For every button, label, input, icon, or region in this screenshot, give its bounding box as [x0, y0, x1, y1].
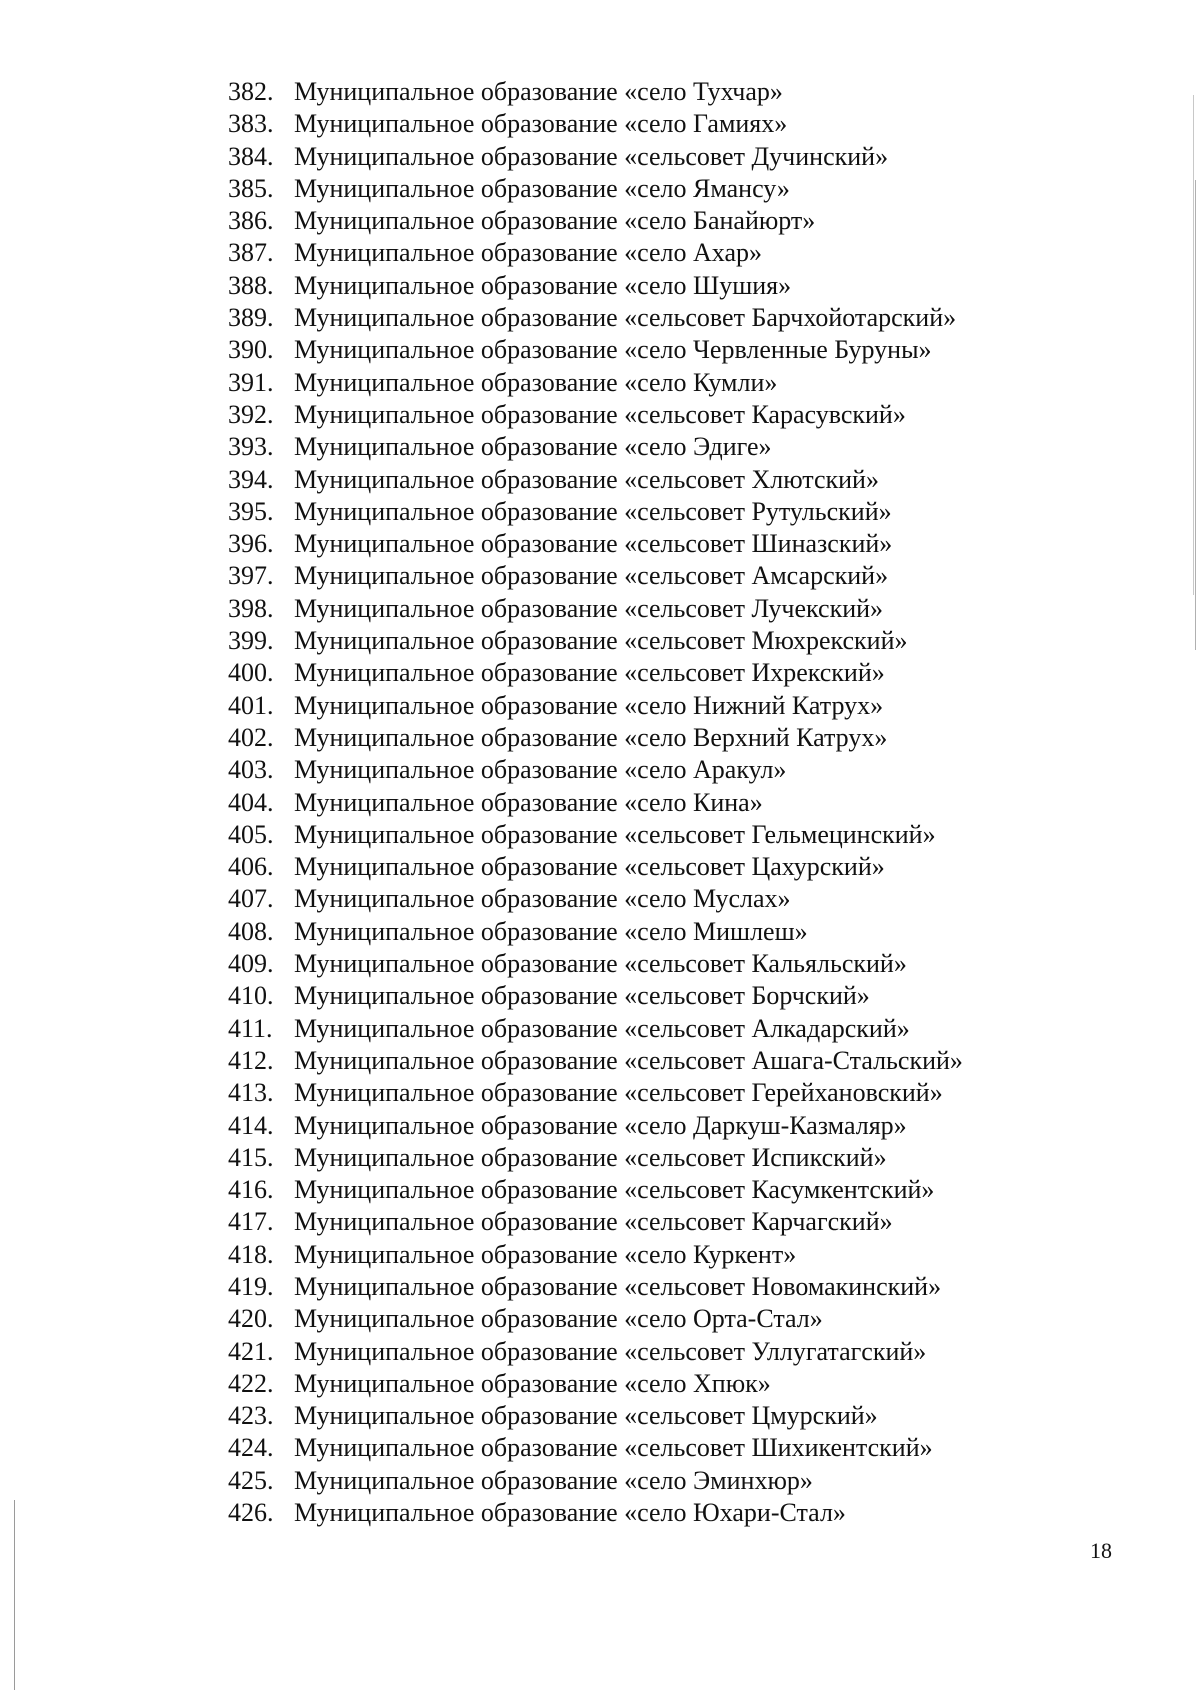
item-number: 426. [228, 1498, 274, 1528]
item-number: 410. [228, 981, 274, 1011]
item-number: 424. [228, 1433, 274, 1463]
item-number: 409. [228, 949, 274, 979]
list-item [228, 528, 1088, 560]
list-item [228, 1465, 1088, 1497]
list-item [228, 1497, 1088, 1529]
municipality-list [228, 76, 1088, 1529]
item-text: Муниципальное образование «сельсовет Касумкентский» [294, 1175, 935, 1205]
item-text: Муниципальное образование «село Мишлеш» [294, 916, 808, 946]
item-number: 414. [228, 1110, 274, 1140]
item-number: 393. [228, 432, 274, 462]
list-item [228, 1174, 1088, 1206]
item-text: Муниципальное образование «село Ямансу» [294, 173, 790, 203]
list-item [228, 334, 1088, 366]
item-number: 406. [228, 852, 274, 882]
list-item [228, 1239, 1088, 1271]
item-number: 418. [228, 1239, 274, 1269]
item-number: 403. [228, 755, 274, 785]
item-number: 412. [228, 1045, 274, 1075]
list-item [228, 754, 1088, 786]
item-text: Муниципальное образование «сельсовет Цмурский» [294, 1401, 878, 1431]
list-item [228, 237, 1088, 269]
item-text: Муниципальное образование «село Кумли» [294, 367, 778, 397]
item-number: 382. [228, 77, 274, 106]
item-number: 391. [228, 367, 274, 397]
list-item [228, 593, 1088, 625]
item-text: Муниципальное образование «село Нижний Катрух» [294, 690, 884, 720]
item-text: Муниципальное образование «село Даркуш-Казмаляр» [294, 1110, 907, 1140]
list-item [228, 496, 1088, 528]
list-item [228, 367, 1088, 399]
item-text: Муниципальное образование «село Ахар» [294, 238, 762, 268]
list-item [228, 1110, 1088, 1142]
item-text: Муниципальное образование «сельсовет Хлютский» [294, 464, 879, 494]
item-number: 390. [228, 335, 274, 365]
item-text: Муниципальное образование «сельсовет Ашага-Стальский» [294, 1045, 963, 1075]
list-item [228, 1271, 1088, 1303]
item-text: Муниципальное образование «сельсовет Шиназский» [294, 529, 893, 559]
item-text: Муниципальное образование «сельсовет Дучинский» [294, 141, 889, 171]
item-text: Муниципальное образование «село Верхний Катрух» [294, 722, 888, 752]
item-text: Муниципальное образование «село Гамиях» [294, 109, 788, 139]
item-number: 399. [228, 626, 274, 656]
item-number: 400. [228, 658, 274, 688]
item-text: Муниципальное образование «сельсовет Гельмецинский» [294, 819, 936, 849]
item-text: Муниципальное образование «сельсовет Борчский» [294, 981, 870, 1011]
item-number: 405. [228, 819, 274, 849]
item-text: Муниципальное образование «сельсовет Барчхойотарский» [294, 303, 957, 333]
item-number: 408. [228, 916, 274, 946]
item-text: Муниципальное образование «село Орта-Стал» [294, 1304, 823, 1334]
list-item [228, 302, 1088, 334]
list-item [228, 980, 1088, 1012]
item-text: Муниципальное образование «село Тухчар» [294, 77, 783, 106]
item-text: Муниципальное образование «село Шушия» [294, 270, 792, 300]
item-number: 385. [228, 173, 274, 203]
list-item [228, 690, 1088, 722]
item-number: 388. [228, 270, 274, 300]
list-item [228, 883, 1088, 915]
item-number: 394. [228, 464, 274, 494]
item-number: 386. [228, 206, 274, 236]
item-number: 384. [228, 141, 274, 171]
item-number: 389. [228, 303, 274, 333]
item-text: Муниципальное образование «сельсовет Уллугатагский» [294, 1336, 927, 1366]
list-item [228, 464, 1088, 496]
list-item [228, 399, 1088, 431]
list-item [228, 173, 1088, 205]
item-number: 415. [228, 1142, 274, 1172]
item-number: 397. [228, 561, 274, 591]
item-text: Муниципальное образование «село Эдиге» [294, 432, 772, 462]
item-text: Муниципальное образование «сельсовет Испикский» [294, 1142, 887, 1172]
list-item [228, 948, 1088, 980]
item-text: Муниципальное образование «село Аракул» [294, 755, 787, 785]
list-item [228, 1336, 1088, 1368]
item-number: 395. [228, 496, 274, 526]
item-text: Муниципальное образование «село Червленные Буруны» [294, 335, 932, 365]
list-item [228, 722, 1088, 754]
scan-edge-line [1195, 180, 1196, 650]
list-item [228, 787, 1088, 819]
item-number: 416. [228, 1175, 274, 1205]
item-number: 404. [228, 787, 274, 817]
item-number: 396. [228, 529, 274, 559]
list-item [228, 1045, 1088, 1077]
item-number: 402. [228, 722, 274, 752]
scan-edge-line [1193, 95, 1194, 595]
list-item [228, 1206, 1088, 1238]
list-item [228, 1142, 1088, 1174]
item-text: Муниципальное образование «сельсовет Новомакинский» [294, 1271, 942, 1301]
item-text: Муниципальное образование «сельсовет Алкадарский» [294, 1013, 910, 1043]
list-item [228, 819, 1088, 851]
item-text: Муниципальное образование «сельсовет Лучекский» [294, 593, 884, 623]
item-number: 425. [228, 1465, 274, 1495]
scan-edge-line [14, 1500, 15, 1690]
item-text: Муниципальное образование «сельсовет Кальяльский» [294, 949, 907, 979]
list-item [228, 1432, 1088, 1464]
item-number: 417. [228, 1207, 274, 1237]
item-number: 392. [228, 399, 274, 429]
item-text: Муниципальное образование «село Кина» [294, 787, 763, 817]
item-text: Муниципальное образование «сельсовет Мюхрекский» [294, 626, 908, 656]
item-number: 419. [228, 1271, 274, 1301]
item-text: Муниципальное образование «сельсовет Цахурский» [294, 852, 885, 882]
item-text: Муниципальное образование «село Хпюк» [294, 1368, 771, 1398]
list-item [228, 1077, 1088, 1109]
item-text: Муниципальное образование «село Юхари-Стал» [294, 1498, 846, 1528]
list-item [228, 108, 1088, 140]
item-text: Муниципальное образование «село Эминхюр» [294, 1465, 813, 1495]
item-text: Муниципальное образование «сельсовет Шихикентский» [294, 1433, 933, 1463]
list-item [228, 657, 1088, 689]
list-item [228, 625, 1088, 657]
item-number: 401. [228, 690, 274, 720]
list-item [228, 270, 1088, 302]
list-item [228, 76, 1088, 108]
list-item [228, 1303, 1088, 1335]
item-number: 423. [228, 1401, 274, 1431]
item-text: Муниципальное образование «село Муслах» [294, 884, 791, 914]
list-item [228, 141, 1088, 173]
list-item [228, 916, 1088, 948]
list-item [228, 431, 1088, 463]
list-item [228, 1368, 1088, 1400]
item-number: 383. [228, 109, 274, 139]
item-number: 422. [228, 1368, 274, 1398]
list-item [228, 851, 1088, 883]
list-item [228, 1400, 1088, 1432]
list-item [228, 1013, 1088, 1045]
item-number: 407. [228, 884, 274, 914]
list-item [228, 205, 1088, 237]
item-number: 421. [228, 1336, 274, 1366]
list-item [228, 560, 1088, 592]
item-text: Муниципальное образование «село Куркент» [294, 1239, 797, 1269]
item-number: 420. [228, 1304, 274, 1334]
item-number: 413. [228, 1078, 274, 1108]
item-number: 398. [228, 593, 274, 623]
item-number: 387. [228, 238, 274, 268]
item-text: Муниципальное образование «сельсовет Герейхановский» [294, 1078, 943, 1108]
item-text: Муниципальное образование «сельсовет Карчагский» [294, 1207, 893, 1237]
item-number: 411. [228, 1013, 273, 1043]
item-text: Муниципальное образование «село Банайюрт» [294, 206, 816, 236]
item-text: Муниципальное образование «сельсовет Амсарский» [294, 561, 889, 591]
item-text: Муниципальное образование «сельсовет Карасувский» [294, 399, 906, 429]
page-number: 18 [1090, 1538, 1112, 1563]
item-text: Муниципальное образование «сельсовет Ихрекский» [294, 658, 885, 688]
item-text: Муниципальное образование «сельсовет Рутульский» [294, 496, 892, 526]
